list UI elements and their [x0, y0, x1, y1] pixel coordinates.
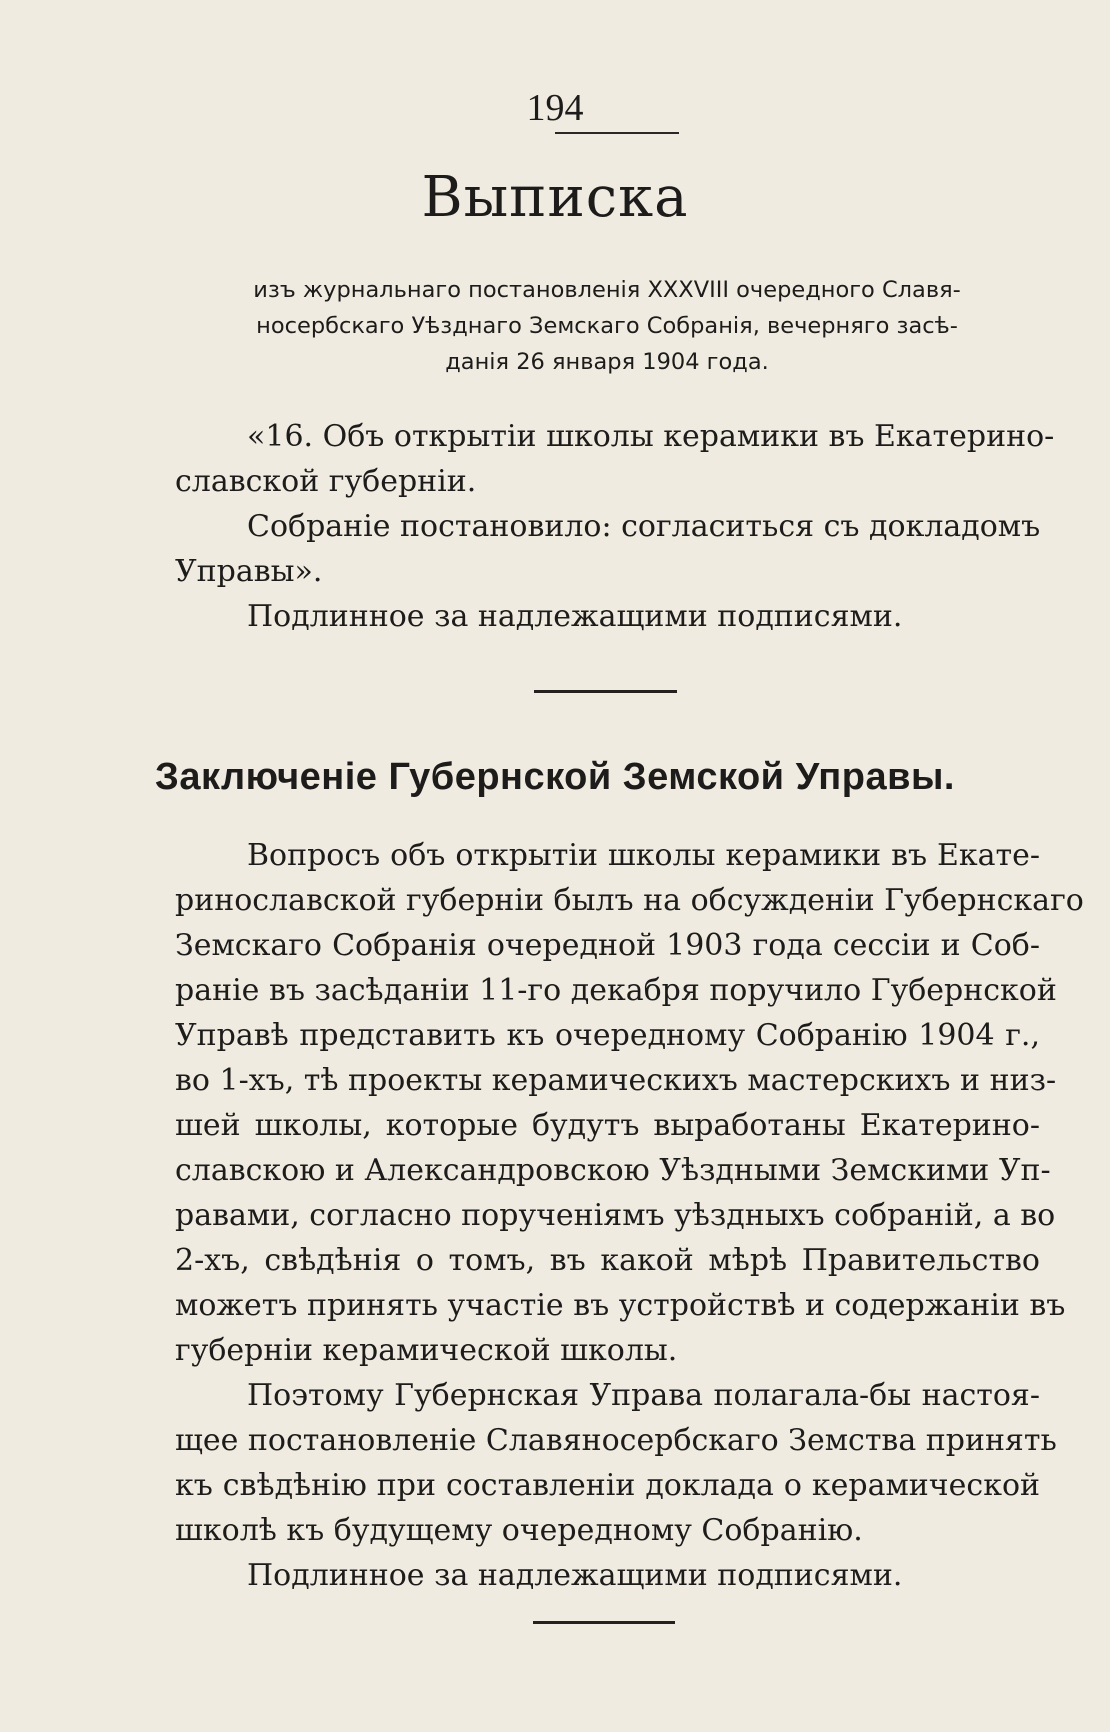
subtitle-line: изъ журнальнаго постановленія XXXVIII очередного Славя- — [253, 277, 961, 303]
conclusion-heading: Заключеніе Губернской Земской Управы. — [155, 756, 955, 798]
text-line: во 1-хъ, тѣ проекты керамическихъ мастерскихъ и низ- — [175, 1063, 1057, 1098]
text-line: Вопросъ объ открытіи школы керамики въ Екате- — [247, 838, 1040, 873]
text-line: школѣ къ будущему очередному Собранію. — [175, 1513, 863, 1548]
text-line: раніе въ засѣданіи 11-го декабря поручило Губернской — [175, 973, 1057, 1008]
text-line: равами, согласно порученіямъ уѣздныхъ собраній, а во — [175, 1198, 1056, 1233]
text-line: Управы». — [175, 554, 323, 589]
text-line: къ свѣдѣнію при составленіи доклада о керамической — [175, 1468, 1040, 1503]
conclusion-section — [175, 833, 1084, 1598]
text-line: славской губерніи. — [175, 464, 477, 499]
text-line: Управѣ представить къ очередному Собранію 1904 г., — [175, 1018, 1040, 1053]
excerpt-decision — [175, 504, 1040, 594]
section-divider — [534, 690, 677, 693]
document-title: Выписка — [421, 165, 689, 230]
page-number-rule — [555, 132, 679, 134]
text-line: Подлинное за надлежащими подписями. — [247, 1558, 903, 1593]
conclusion-signature — [175, 1553, 1040, 1598]
text-line: Поэтому Губернская Управа полагала-бы настоя- — [247, 1378, 1040, 1413]
text-line: шей школы, которые будутъ выработаны Екатерино- — [175, 1108, 1040, 1143]
excerpt-item — [175, 414, 1055, 504]
text-line: Земскаго Собранія очередной 1903 года сессіи и Соб- — [175, 928, 1040, 963]
document-subtitle — [172, 272, 1042, 380]
text-line: губерніи керамической школы. — [175, 1333, 678, 1368]
end-divider — [533, 1621, 675, 1624]
page-number: 194 — [526, 87, 584, 129]
subtitle-line: данія 26 января 1904 года. — [445, 349, 769, 375]
text-line: ринославской губерніи былъ на обсужденіи Губернскаго — [175, 883, 1084, 918]
text-line: 2-хъ, свѣдѣнія о томъ, въ какой мѣрѣ Правительство — [175, 1243, 1040, 1278]
subtitle-line: носербскаго Уѣзднаго Земскаго Собранія, вечерняго засѣ- — [256, 313, 958, 339]
text-line: можетъ принять участіе въ устройствѣ и содержаніи въ — [175, 1288, 1066, 1323]
text-line: Подлинное за надлежащими подписями. — [247, 599, 903, 634]
excerpt-section — [175, 414, 1055, 639]
text-line: славскою и Александровскою Уѣздными Земскими Уп- — [175, 1153, 1051, 1188]
text-line: Собраніе постановило: согласиться съ докладомъ — [247, 509, 1041, 544]
conclusion-paragraph-2 — [175, 1373, 1057, 1553]
excerpt-signature — [175, 594, 1040, 639]
text-line: щее постановленіе Славяносербскаго Земства принять — [175, 1423, 1057, 1458]
text-line: «16. Объ открытіи школы керамики въ Екатерино- — [247, 419, 1055, 454]
conclusion-paragraph-1 — [175, 833, 1084, 1373]
